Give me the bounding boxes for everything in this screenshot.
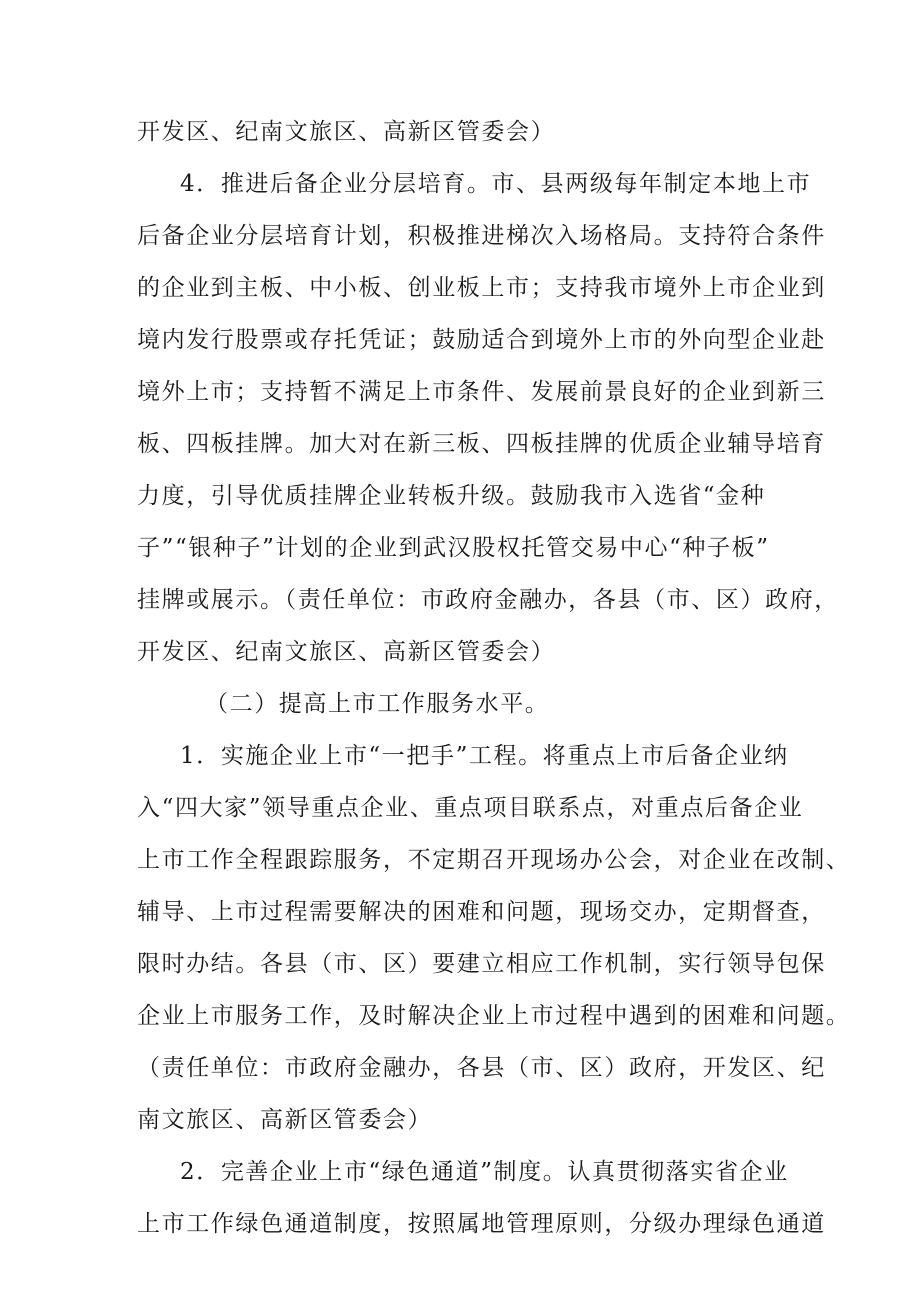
text-line: 境内发行股票或存托凭证；鼓励适合到境外上市的外向型企业赴 <box>137 327 826 353</box>
text-line: 辅导、上市过程需要解决的困难和问题，现场交办，定期督查， <box>137 899 826 925</box>
text-line: 企业上市服务工作，及时解决企业上市过程中遇到的困难和问题。 <box>137 1003 851 1029</box>
paragraph-heading: 2．完善企业上市“绿色通道”制度。认真贯彻落实省企业 <box>180 1159 789 1185</box>
text-line: 限时办结。各县（市、区）要建立相应工作机制，实行领导包保 <box>137 951 826 977</box>
text-line: （责任单位：市政府金融办，各县（市、区）政府，开发区、纪 <box>137 1055 826 1081</box>
text-line: 板、四板挂牌。加大对在新三板、四板挂牌的优质企业辅导培育 <box>137 431 826 457</box>
text-line: 入“四大家”领导重点企业、重点项目联系点，对重点后备企业 <box>137 795 804 821</box>
paragraph-heading: 4．推进后备企业分层培育。市、县两级每年制定本地上市 <box>180 171 812 197</box>
text-line: 后备企业分层培育计划，积极推进梯次入场格局。支持符合条件 <box>137 223 826 249</box>
text-line: 上市工作全程跟踪服务，不定期召开现场办公会，对企业在改制、 <box>137 847 851 873</box>
text-line: 境外上市；支持暂不满足上市条件、发展前景良好的企业到新三 <box>137 379 826 405</box>
text-line: 上市工作绿色通道制度，按照属地管理原则，分级办理绿色通道 <box>137 1211 826 1237</box>
text-line: 南文旅区、高新区管委会） <box>137 1107 433 1133</box>
paragraph-heading: 1．实施企业上市“一把手”工程。将重点上市后备企业纳 <box>180 743 789 769</box>
section-heading: （二）提高上市工作服务水平。 <box>205 691 550 717</box>
text-line: 挂牌或展示。（责任单位：市政府金融办，各县（市、区）政府， <box>137 587 839 613</box>
text-line: 力度，引导优质挂牌企业转板升级。鼓励我市入选省“金种 <box>137 483 766 509</box>
text-line: 的企业到主板、中小板、创业板上市；支持我市境外上市企业到 <box>137 275 826 301</box>
text-line: 开发区、纪南文旅区、高新区管委会） <box>137 119 556 145</box>
text-line: 开发区、纪南文旅区、高新区管委会） <box>137 639 556 665</box>
text-line: 子”“银种子”计划的企业到武汉股权托管交易中心“种子板” <box>137 535 770 561</box>
